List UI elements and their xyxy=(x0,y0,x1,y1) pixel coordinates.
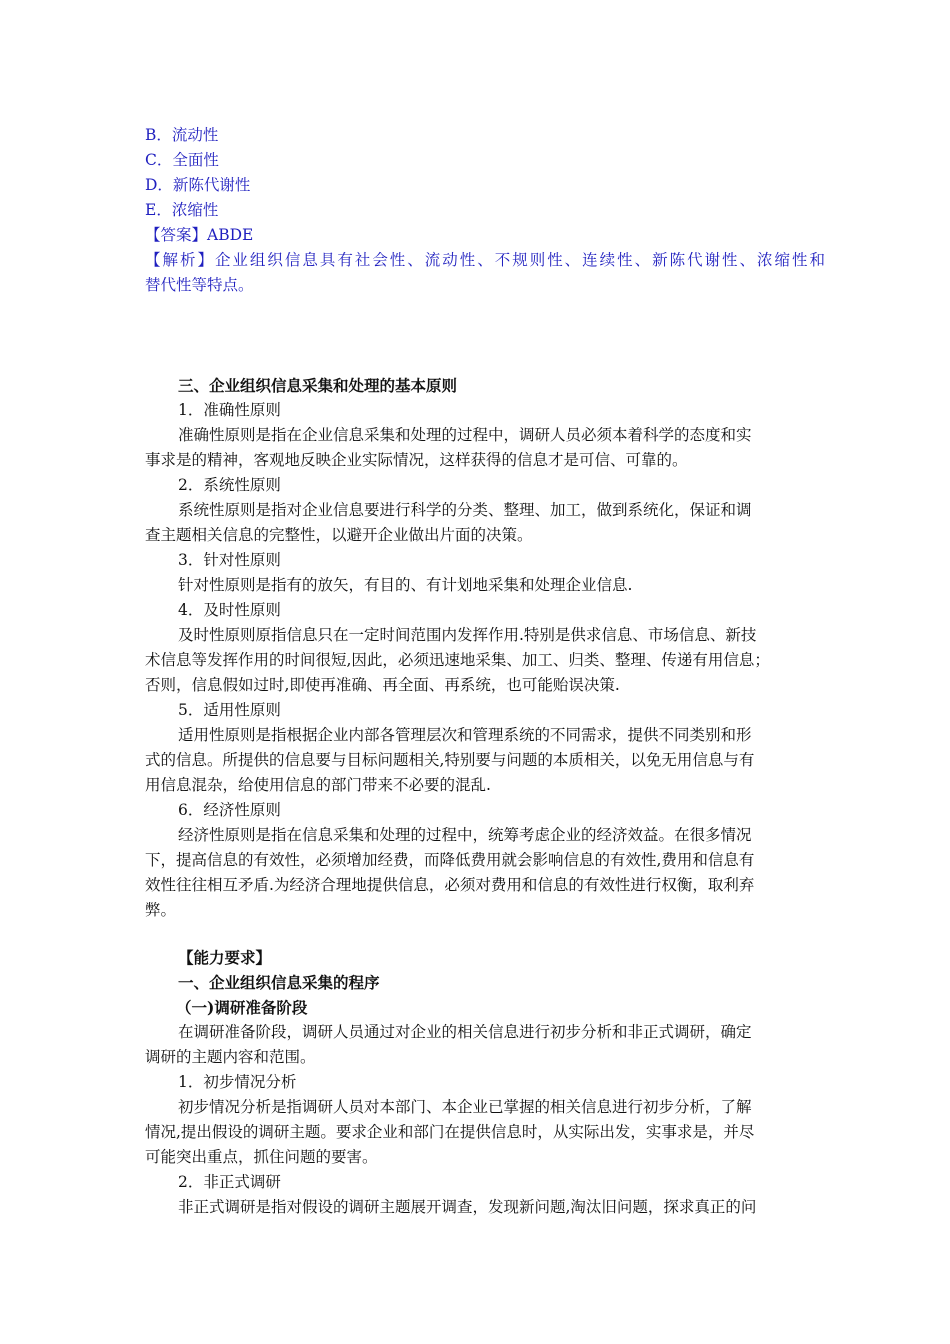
principle-text: 系统性原则是指对企业信息要进行科学的分类、整理、加工，做到系统化，保证和调 xyxy=(178,501,752,519)
item-text: 非正式调研是指对假设的调研主题展开调查，发现新问题,淘汰旧问题，探求真正的问 xyxy=(178,1198,757,1216)
option-b: B．流动性 xyxy=(145,126,219,144)
principle-title: 5．适用性原则 xyxy=(178,701,281,719)
principle-text: 针对性原则是指有的放矢，有目的、有计划地采集和处理企业信息. xyxy=(178,576,633,594)
principle-text: 准确性原则是指在企业信息采集和处理的过程中，调研人员必须本着科学的态度和实 xyxy=(178,426,752,444)
principle-text: 术信息等发挥作用的时间很短,因此，必须迅速地采集、加工、归类、整理、传递有用信息； xyxy=(145,651,770,669)
principle-text: 用信息混杂，给使用信息的部门带来不必要的混乱. xyxy=(145,776,491,794)
analysis-line: 替代性等特点。 xyxy=(145,276,254,294)
principle-text: 查主题相关信息的完整性，以避开企业做出片面的决策。 xyxy=(145,526,533,544)
principle-title: 4．及时性原则 xyxy=(178,601,281,619)
principle-title: 2．系统性原则 xyxy=(178,476,281,494)
principle-text: 及时性原则原指信息只在一定时间范围内发挥作用.特别是供求信息、市场信息、新技 xyxy=(178,626,757,644)
item-text: 情况,提出假设的调研主题。要求企业和部门在提供信息时，从实际出发，实事求是，并尽 xyxy=(145,1123,755,1141)
section-heading: 三、企业组织信息采集和处理的基本原则 xyxy=(178,376,458,395)
item-title: 2．非正式调研 xyxy=(178,1173,281,1191)
principle-text: 下，提高信息的有效性，必须增加经费，而降低费用就会影响信息的有效性,费用和信息有 xyxy=(145,851,755,869)
analysis-line: 【解析】企业组织信息具有社会性、流动性、不规则性、连续性、新陈代谢性、浓缩性和 xyxy=(145,251,825,269)
principle-text: 效性往往相互矛盾.为经济合理地提供信息，必须对费用和信息的有效性进行权衡，取利弃 xyxy=(145,876,755,894)
option-e: E．浓缩性 xyxy=(145,201,219,219)
ability-heading: 【能力要求】 xyxy=(178,948,272,967)
principle-text: 式的信息。所提供的信息要与目标问题相关,特别要与问题的本质相关，以免无用信息与有 xyxy=(145,751,755,769)
ability-subheading: 一、企业组织信息采集的程序 xyxy=(178,973,380,992)
principle-text: 否则，信息假如过时,即使再准确、再全面、再系统，也可能贻误决策. xyxy=(145,676,620,694)
answer: 【答案】ABDE xyxy=(145,226,254,244)
principle-title: 6．经济性原则 xyxy=(178,801,281,819)
principle-text: 弊。 xyxy=(145,901,177,919)
item-title: 1．初步情况分析 xyxy=(178,1073,297,1091)
stage-heading: （一)调研准备阶段 xyxy=(176,998,308,1017)
option-c: C．全面性 xyxy=(145,151,219,169)
principle-text: 经济性原则是指在信息采集和处理的过程中，统筹考虑企业的经济效益。在很多情况 xyxy=(178,826,752,844)
principle-title: 1．准确性原则 xyxy=(178,401,281,419)
stage-text: 在调研准备阶段，调研人员通过对企业的相关信息进行初步分析和非正式调研，确定 xyxy=(178,1023,752,1041)
principle-text: 事求是的精神，客观地反映企业实际情况，这样获得的信息才是可信、可靠的。 xyxy=(145,451,688,469)
item-text: 初步情况分析是指调研人员对本部门、本企业已掌握的相关信息进行初步分析，了解 xyxy=(178,1098,752,1116)
principle-title: 3．针对性原则 xyxy=(178,551,281,569)
principle-text: 适用性原则是指根据企业内部各管理层次和管理系统的不同需求，提供不同类别和形 xyxy=(178,726,752,744)
stage-text: 调研的主题内容和范围。 xyxy=(145,1048,316,1066)
option-d: D．新陈代谢性 xyxy=(145,176,251,194)
item-text: 可能突出重点，抓住问题的要害。 xyxy=(145,1148,378,1166)
